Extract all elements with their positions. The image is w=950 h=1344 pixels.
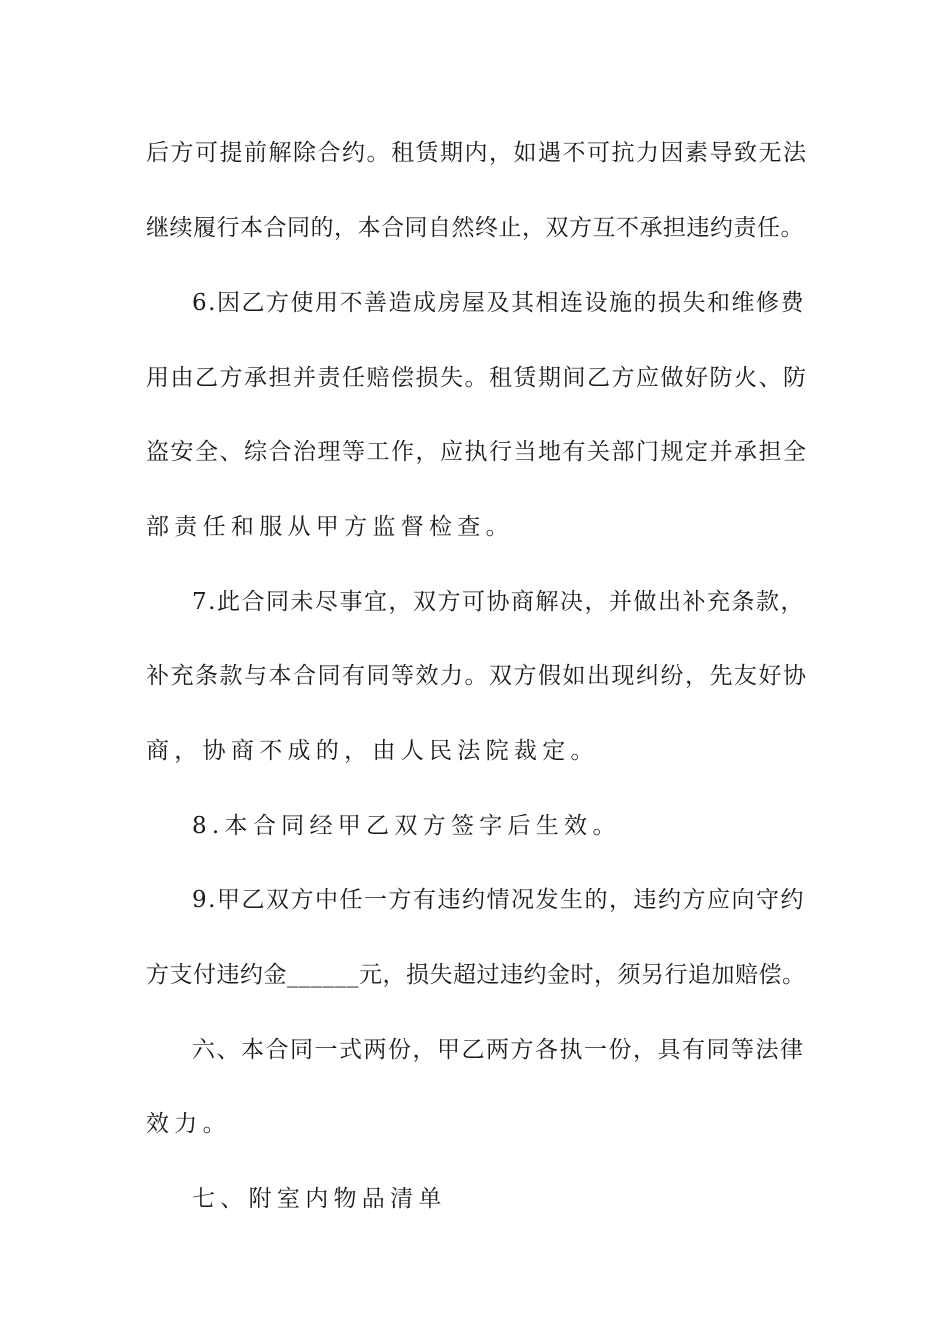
section-7-heading: 七、附室内物品清单 [192,1186,447,1212]
text-line: 后方可提前解除合约。租赁期内，如遇不可抗力因素导致无法 [146,140,808,166]
text-line: 继续履行本合同的，本合同自然终止，双方互不承担违约责任。 [146,215,804,241]
clause-7-line: 7.此合同未尽事宜，双方可协商解决，并做出补充条款， [192,589,805,615]
text-line: 方支付违约金______元，损失超过违约金时，须另行追加赔偿。 [146,962,806,988]
text-line: 效力。 [146,1111,231,1137]
text-line: 盗安全、综合治理等工作，应执行当地有关部门规定并承担全 [146,439,808,465]
text-line: 部责任和服从甲方监督检查。 [146,514,514,540]
clause-8-line: 8.本合同经甲乙双方签字后生效。 [192,813,621,839]
text-line: 用由乙方承担并责任赔偿损失。租赁期间乙方应做好防火、防 [146,365,808,391]
text-line: 商，协商不成的，由人民法院裁定。 [146,738,599,764]
text-line: 补充条款与本合同有同等效力。双方假如出现纠纷，先友好协 [146,663,808,689]
clause-9-line: 9.甲乙双方中任一方有违约情况发生的，违约方应向守约 [192,887,805,913]
section-6-line: 六、本合同一式两份，甲乙两方各执一份，具有同等法律 [192,1037,805,1063]
clause-6-line: 6.因乙方使用不善造成房屋及其相连设施的损失和维修费 [192,290,805,316]
